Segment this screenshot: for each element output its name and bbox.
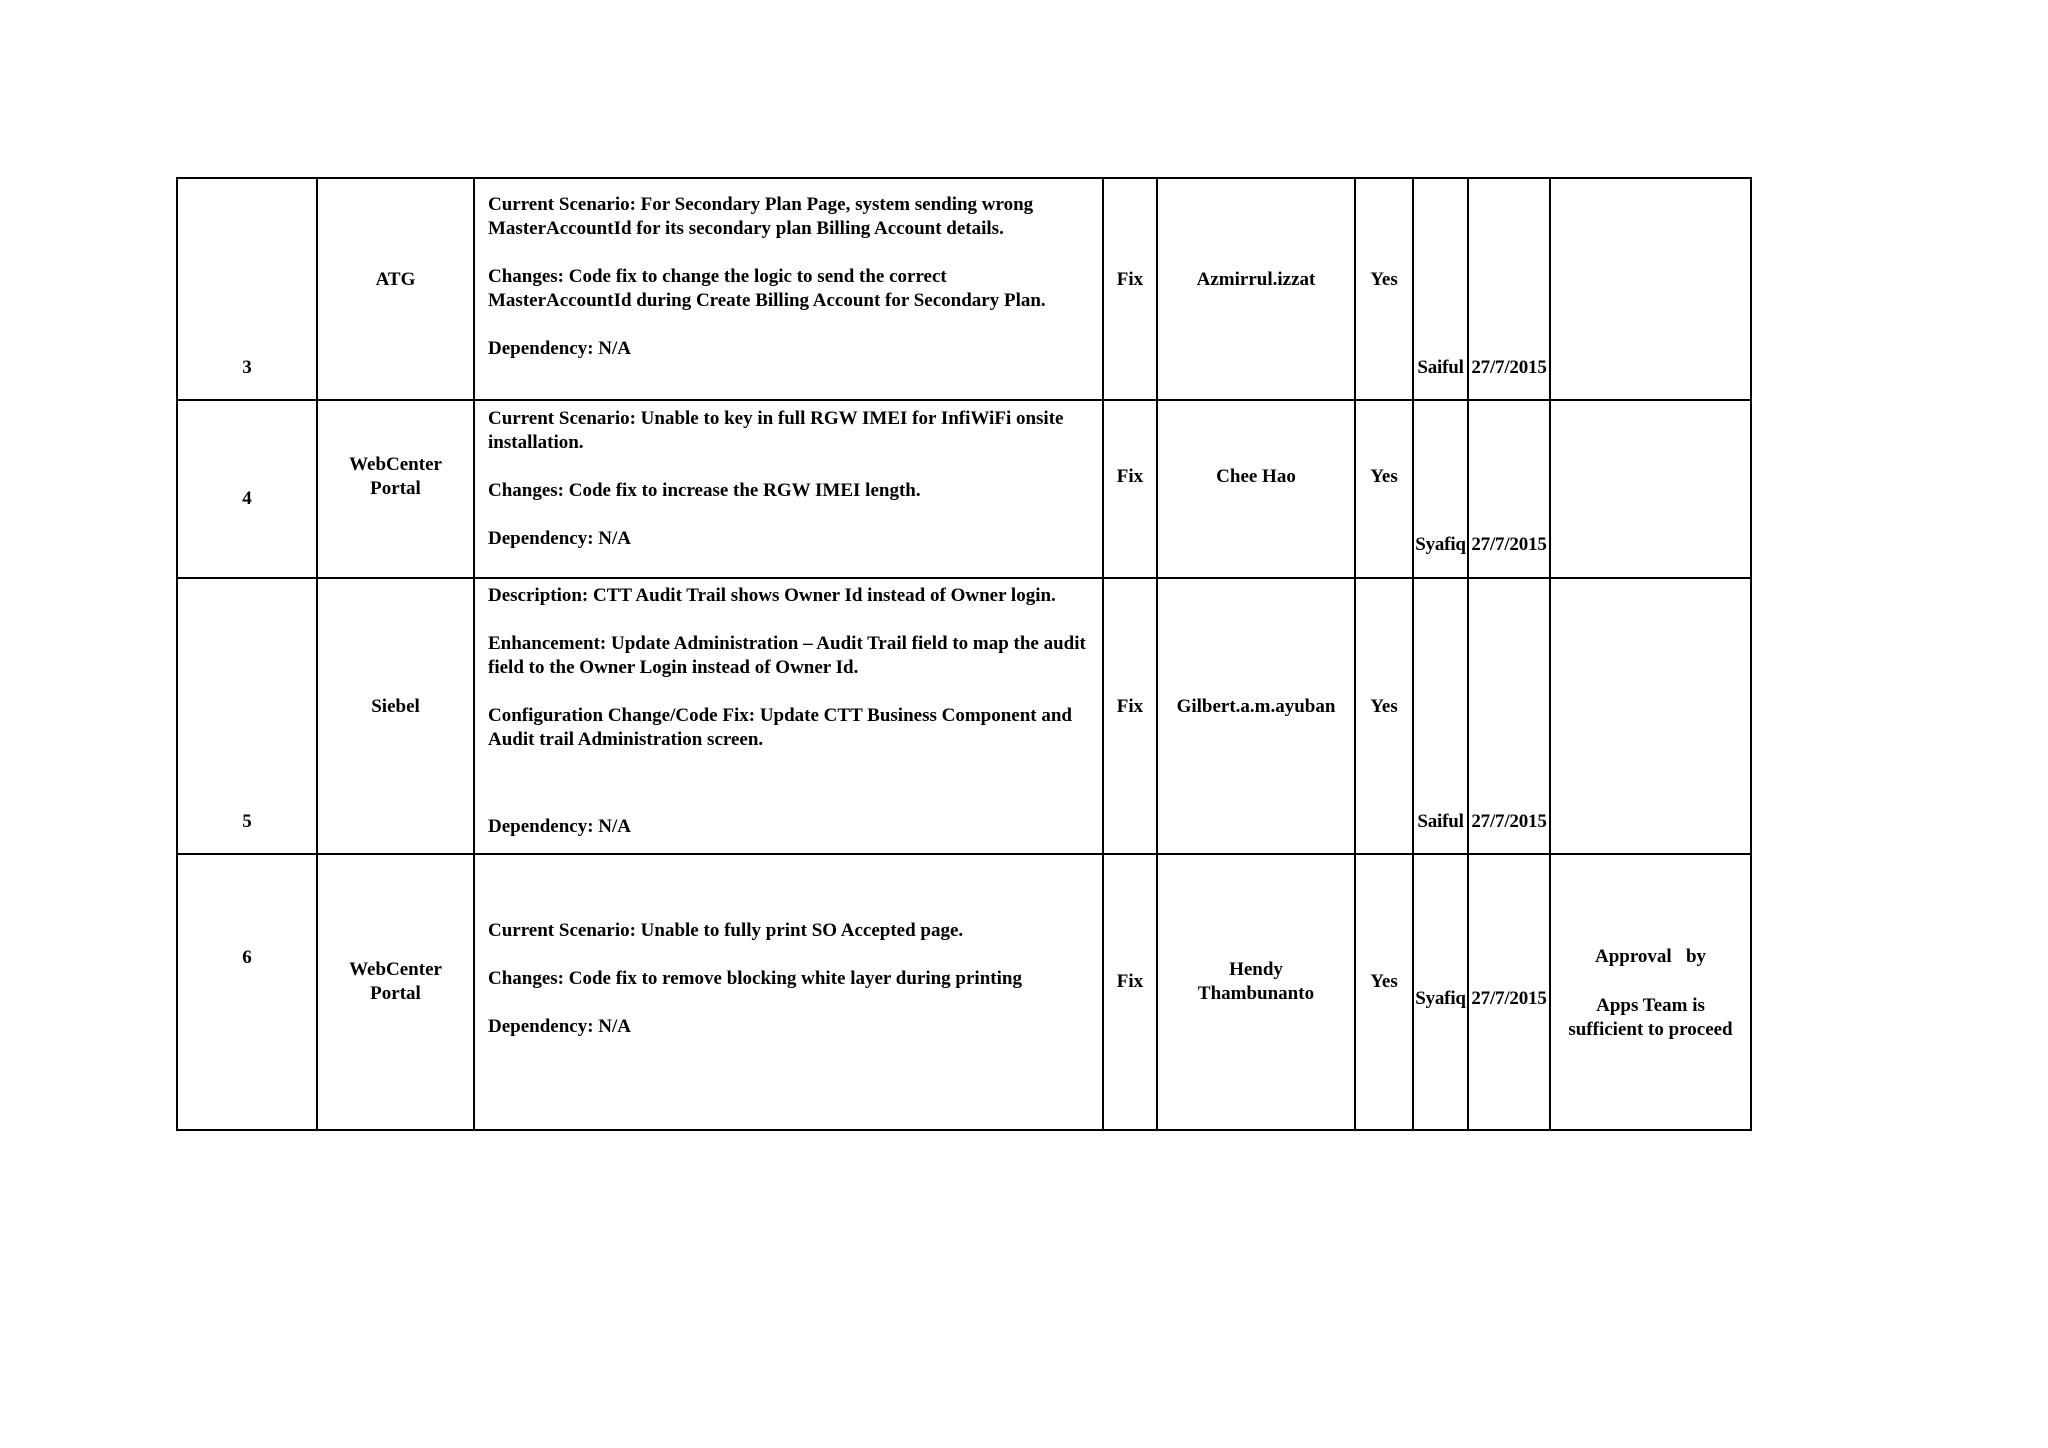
developer-cell xyxy=(1157,578,1355,854)
approver-cell xyxy=(1413,400,1468,578)
remarks-approval: Approval by xyxy=(1594,946,1707,967)
description-text xyxy=(488,584,1092,752)
row-number-cell xyxy=(177,400,317,578)
component-cell xyxy=(317,178,474,400)
developer-name: Chee Hao xyxy=(1216,466,1296,487)
component-name: WebCenter Portal xyxy=(349,454,442,499)
description-paragraph: Configuration Change/Code Fix: Update CTT Business Component and Audit trail Administration screen. xyxy=(488,705,1072,750)
description-paragraph: Changes: Code fix to increase the RGW IMEI length. xyxy=(488,480,921,501)
developer-cell xyxy=(1157,178,1355,400)
description-paragraph: Current Scenario: For Secondary Plan Page, system sending wrong MasterAccountId for its secondary plan Billing Account details. xyxy=(488,194,1034,239)
component-cell xyxy=(317,854,474,1130)
table-row xyxy=(177,578,1751,854)
dependency-text: Dependency: N/A xyxy=(488,338,632,359)
component-name: WebCenter Portal xyxy=(349,959,442,1004)
tested-flag: Yes xyxy=(1370,269,1398,290)
tested-flag: Yes xyxy=(1370,696,1398,717)
tested-flag: Yes xyxy=(1370,971,1398,992)
row-number: 3 xyxy=(242,357,252,378)
type-cell xyxy=(1103,178,1157,400)
developer-cell xyxy=(1157,854,1355,1130)
approval-date: 27/7/2015 xyxy=(1471,357,1547,378)
developer-name: Hendy Thambunanto xyxy=(1197,959,1315,1004)
date-cell xyxy=(1468,400,1550,578)
dependency-text: Dependency: N/A xyxy=(488,816,632,837)
type-cell xyxy=(1103,578,1157,854)
tested-flag: Yes xyxy=(1370,466,1398,487)
table-row xyxy=(177,854,1751,1130)
description-paragraph: Changes: Code fix to change the logic to send the correct MasterAccountId during Create Billing Account for Secondary Plan. xyxy=(488,266,1046,311)
table-row xyxy=(177,178,1751,400)
description-text xyxy=(488,407,1092,551)
description-cell xyxy=(474,178,1103,400)
dependency-text: Dependency: N/A xyxy=(488,528,632,549)
remarks-cell xyxy=(1550,854,1751,1130)
component-name: Siebel xyxy=(371,696,420,717)
developer-name: Gilbert.a.m.ayuban xyxy=(1176,696,1336,717)
approver-cell xyxy=(1413,178,1468,400)
approval-date: 27/7/2015 xyxy=(1471,988,1547,1009)
remarks-note: Apps Team is sufficient to proceed xyxy=(1568,995,1733,1040)
developer-cell xyxy=(1157,400,1355,578)
row-number: 6 xyxy=(242,947,252,968)
approver-name: Saiful xyxy=(1417,811,1464,832)
change-type: Fix xyxy=(1116,696,1144,717)
component-name: ATG xyxy=(375,269,416,290)
description-text xyxy=(488,919,1092,1039)
date-cell xyxy=(1468,578,1550,854)
approval-date: 27/7/2015 xyxy=(1471,534,1547,555)
date-cell xyxy=(1468,854,1550,1130)
change-type: Fix xyxy=(1116,466,1144,487)
tested-cell xyxy=(1355,178,1413,400)
row-number-cell xyxy=(177,178,317,400)
approver-name: Saiful xyxy=(1417,357,1464,378)
description-paragraph: Current Scenario: Unable to key in full RGW IMEI for InfiWiFi onsite installation. xyxy=(488,408,1064,453)
approver-cell xyxy=(1413,854,1468,1130)
developer-name: Azmirrul.izzat xyxy=(1196,269,1316,290)
change-request-table xyxy=(176,177,1752,1131)
description-text xyxy=(488,193,1092,361)
change-type: Fix xyxy=(1116,269,1144,290)
description-paragraph: Enhancement: Update Administration – Audit Trail field to map the audit field to the Owner Login instead of Owner Id. xyxy=(488,633,1086,678)
row-number: 5 xyxy=(242,811,252,832)
type-cell xyxy=(1103,854,1157,1130)
description-cell xyxy=(474,854,1103,1130)
row-number-cell xyxy=(177,854,317,1130)
description-paragraph: Current Scenario: Unable to fully print SO Accepted page. xyxy=(488,920,964,941)
change-type: Fix xyxy=(1116,971,1144,992)
row-number: 4 xyxy=(242,488,252,509)
description-cell xyxy=(474,578,1103,854)
tested-cell xyxy=(1355,400,1413,578)
component-cell xyxy=(317,578,474,854)
component-cell xyxy=(317,400,474,578)
table-row xyxy=(177,400,1751,578)
tested-cell xyxy=(1355,578,1413,854)
description-cell xyxy=(474,400,1103,578)
tested-cell xyxy=(1355,854,1413,1130)
date-cell xyxy=(1468,178,1550,400)
approval-date: 27/7/2015 xyxy=(1471,811,1547,832)
remarks-cell xyxy=(1550,578,1751,854)
description-paragraph: Description: CTT Audit Trail shows Owner Id instead of Owner login. xyxy=(488,585,1056,606)
approver-name: Syafiq xyxy=(1415,534,1466,555)
remarks-cell xyxy=(1550,178,1751,400)
type-cell xyxy=(1103,400,1157,578)
description-paragraph: Changes: Code fix to remove blocking white layer during printing xyxy=(488,968,1022,989)
remarks-cell xyxy=(1550,400,1751,578)
dependency-text: Dependency: N/A xyxy=(488,1016,632,1037)
approver-name: Syafiq xyxy=(1415,988,1466,1009)
row-number-cell xyxy=(177,578,317,854)
approver-cell xyxy=(1413,578,1468,854)
